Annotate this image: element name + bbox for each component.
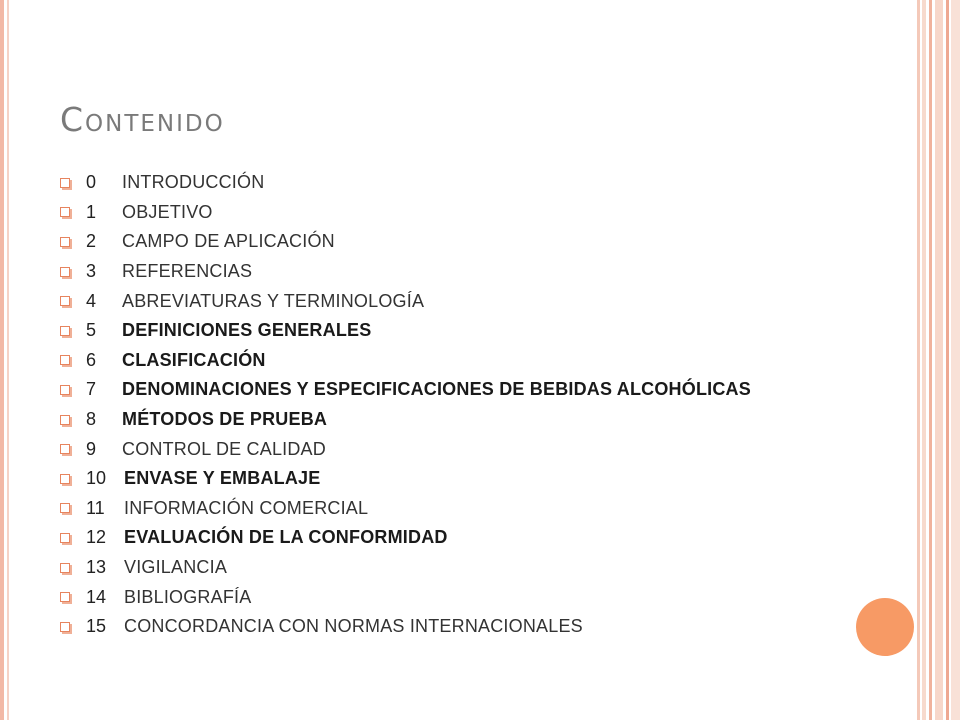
- item-number: 12: [86, 527, 107, 548]
- item-label: CONTROL DE CALIDAD: [122, 438, 326, 459]
- right-stripe: [922, 0, 926, 720]
- square-bullet-icon: [60, 207, 70, 217]
- item-number: 10: [86, 468, 107, 489]
- list-item: [60, 553, 751, 583]
- item-number: 7: [86, 379, 97, 400]
- item-label: CONCORDANCIA CON NORMAS INTERNACIONALES: [124, 616, 583, 637]
- square-bullet-icon: [60, 592, 70, 602]
- item-number: 3: [86, 261, 97, 282]
- item-label: MÉTODOS DE PRUEBA: [122, 409, 328, 430]
- item-number: 11: [86, 497, 105, 518]
- item-label: EVALUACIÓN DE LA CONFORMIDAD: [124, 527, 448, 548]
- slide-title: Contenido: [60, 100, 225, 139]
- square-bullet-icon: [60, 444, 70, 454]
- list-item: [60, 168, 751, 198]
- square-bullet-icon: [60, 503, 70, 513]
- item-number: 2: [86, 231, 97, 252]
- item-label: DEFINICIONES GENERALES: [122, 320, 372, 341]
- orange-circle-icon: [856, 598, 914, 656]
- item-label: DENOMINACIONES Y ESPECIFICACIONES DE BEBIDAS ALCOHÓLICAS: [122, 379, 751, 400]
- list-item: [60, 405, 751, 435]
- square-bullet-icon: [60, 474, 70, 484]
- item-number: 4: [86, 290, 97, 311]
- item-label: ENVASE Y EMBALAJE: [124, 468, 321, 489]
- list-item: [60, 198, 751, 228]
- left-frame-line: [0, 0, 4, 720]
- list-item: [60, 286, 751, 316]
- item-number: 0: [86, 172, 97, 193]
- square-bullet-icon: [60, 533, 70, 543]
- item-number: 5: [86, 320, 97, 341]
- square-bullet-icon: [60, 178, 70, 188]
- square-bullet-icon: [60, 385, 70, 395]
- right-stripe: [951, 0, 960, 720]
- square-bullet-icon: [60, 296, 70, 306]
- square-bullet-icon: [60, 415, 70, 425]
- list-item: [60, 257, 751, 287]
- list-item: [60, 346, 751, 376]
- item-number: 1: [86, 201, 97, 222]
- list-item: [60, 612, 751, 642]
- square-bullet-icon: [60, 326, 70, 336]
- item-label: OBJETIVO: [122, 201, 213, 222]
- square-bullet-icon: [60, 237, 70, 247]
- item-label: ABREVIATURAS Y TERMINOLOGÍA: [122, 290, 425, 311]
- left-frame-inner-line: [7, 0, 9, 720]
- item-number: 13: [86, 557, 107, 578]
- item-label: VIGILANCIA: [124, 557, 228, 578]
- right-stripe: [917, 0, 920, 720]
- item-label: INFORMACIÓN COMERCIAL: [124, 497, 369, 518]
- item-number: 8: [86, 409, 97, 430]
- list-item: [60, 316, 751, 346]
- right-stripe: [946, 0, 949, 720]
- square-bullet-icon: [60, 267, 70, 277]
- item-label: CLASIFICACIÓN: [122, 349, 266, 370]
- square-bullet-icon: [60, 563, 70, 573]
- list-item: [60, 494, 751, 524]
- list-item: [60, 227, 751, 257]
- item-label: CAMPO DE APLICACIÓN: [122, 231, 335, 252]
- item-label: INTRODUCCIÓN: [122, 172, 265, 193]
- item-label: BIBLIOGRAFÍA: [124, 586, 252, 607]
- table-of-contents-list: [60, 168, 751, 642]
- list-item: [60, 434, 751, 464]
- list-item: [60, 375, 751, 405]
- list-item: [60, 582, 751, 612]
- right-stripe: [929, 0, 932, 720]
- item-number: 6: [86, 349, 97, 370]
- list-item: [60, 523, 751, 553]
- item-number: 9: [86, 438, 97, 459]
- item-number: 14: [86, 586, 107, 607]
- square-bullet-icon: [60, 355, 70, 365]
- right-stripe: [935, 0, 943, 720]
- item-number: 15: [86, 616, 107, 637]
- square-bullet-icon: [60, 622, 70, 632]
- list-item: [60, 464, 751, 494]
- item-label: REFERENCIAS: [122, 261, 253, 282]
